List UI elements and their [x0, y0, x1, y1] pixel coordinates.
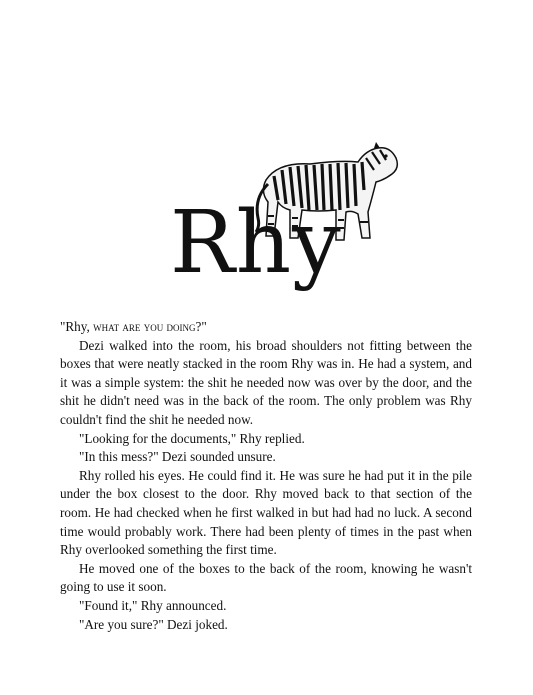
paragraph: Rhy rolled his eyes. He could find it. He was sure he had put it in the pile under the box closest to the door. Rhy moved back to that section of the room. He had checked when he first walked in but had had no luck. A second time would probably work. There had been plenty of times in the past when Rhy overlooked something the first time.: [60, 467, 472, 558]
paragraph: "Looking for the documents," Rhy replied.: [79, 430, 305, 446]
paragraph: Dezi walked into the room, his broad shoulders not fitting between the boxes that were neatly stacked in the room Rhy was in. He had a system, and it was a simple system: the shit he needed now was over by the door, and the shit he didn't need was in the back of the room. The only problem was Rhy couldn't find the shit he needed now.: [60, 337, 472, 427]
paragraph: "Found it," Rhy announced.: [79, 597, 227, 613]
opening-smallcaps: what are you doing?": [89, 319, 207, 334]
paragraph: He moved one of the boxes to the back of the room, knowing he wasn't going to use it soon.: [60, 560, 472, 595]
chapter-heading: [0, 60, 533, 293]
chapter-title: Rhy: [170, 193, 342, 293]
paragraph: "Are you sure?" Dezi joked.: [79, 616, 228, 632]
opening-lead: "Rhy,: [60, 319, 90, 334]
chapter-body: [60, 318, 472, 634]
opening-line: [60, 318, 472, 337]
paragraph: "In this mess?" Dezi sounded unsure.: [79, 449, 276, 465]
